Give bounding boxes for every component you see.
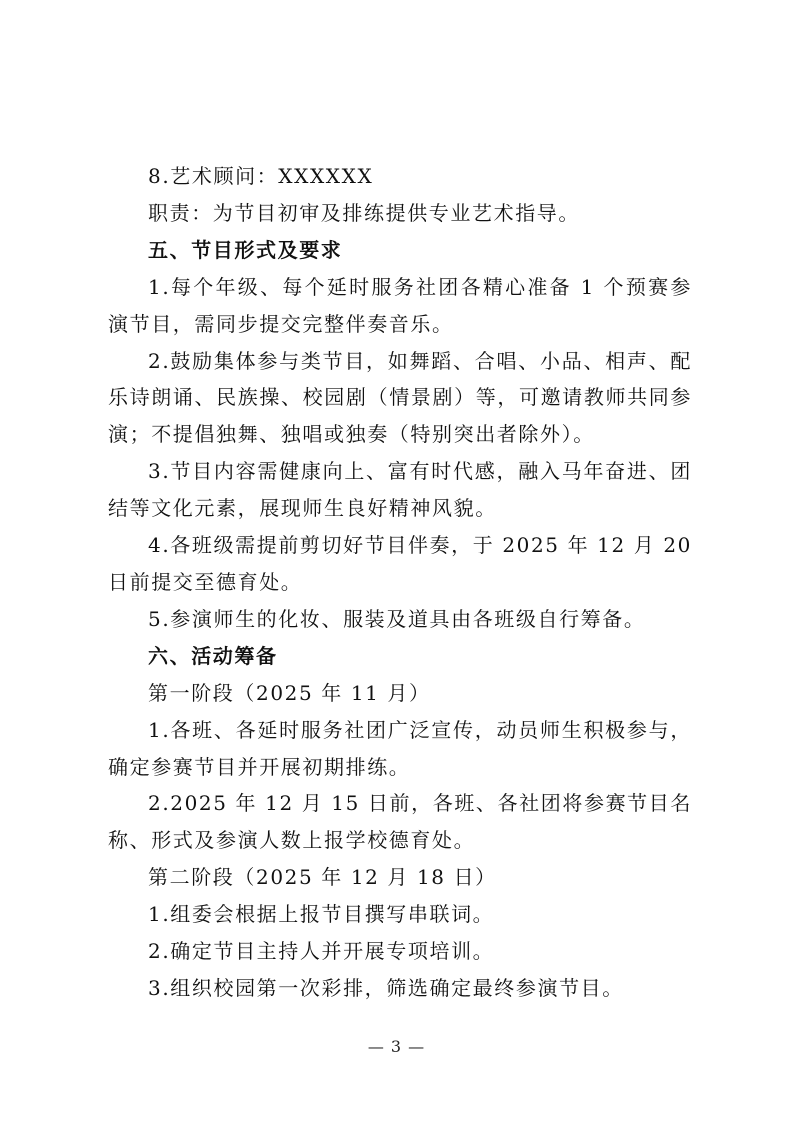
paragraph: 3.节目内容需健康向上、富有时代感，融入马年奋进、团结等文化元素，展现师生良好精神风貌。 [108, 459, 692, 521]
paragraph: 2.2025 年 12 月 15 日前，各班、各社团将参赛节目名称、形式及参演人数上报学校德育处。 [108, 791, 692, 853]
section-heading: 六、活动筹备 [148, 643, 278, 668]
page-body [108, 158, 692, 1007]
paragraph: 第一阶段（2025 年 11 月） [148, 680, 431, 705]
paragraph: 职责：为节目初审及排练提供专业艺术指导。 [148, 200, 580, 225]
paragraph: 8.艺术顾问：XXXXXX [148, 164, 374, 188]
paragraph: 2.确定节目主持人并开展专项培训。 [148, 939, 495, 964]
paragraph: 2.鼓励集体参与类节目，如舞蹈、合唱、小品、相声、配乐诗朗诵、民族操、校园剧（情景剧）等，可邀请教师共同参演；不提倡独舞、独唱或独奏（特别突出者除外）。 [108, 348, 692, 447]
paragraph: 5.参演师生的化妆、服装及道具由各班级自行筹备。 [148, 606, 646, 631]
section-heading: 五、节目形式及要求 [148, 237, 343, 262]
paragraph: 1.各班、各延时服务社团广泛宣传，动员师生积极参与，确定参赛节目并开展初期排练。 [108, 717, 692, 779]
paragraph: 1.组委会根据上报节目撰写串联词。 [148, 902, 495, 927]
paragraph: 3.组织校园第一次彩排，筛选确定最终参演节目。 [148, 975, 624, 1000]
paragraph: 1.每个年级、每个延时服务社团各精心准备 1 个预赛参演节目，需同步提交完整伴奏音乐。 [108, 274, 692, 336]
paragraph: 4.各班级需提前剪切好节目伴奏，于 2025 年 12 月 20 日前提交至德育处。 [108, 533, 692, 594]
paragraph: 第二阶段（2025 年 12 月 18 日） [148, 865, 497, 890]
page-number: — 3 — [367, 1037, 426, 1056]
